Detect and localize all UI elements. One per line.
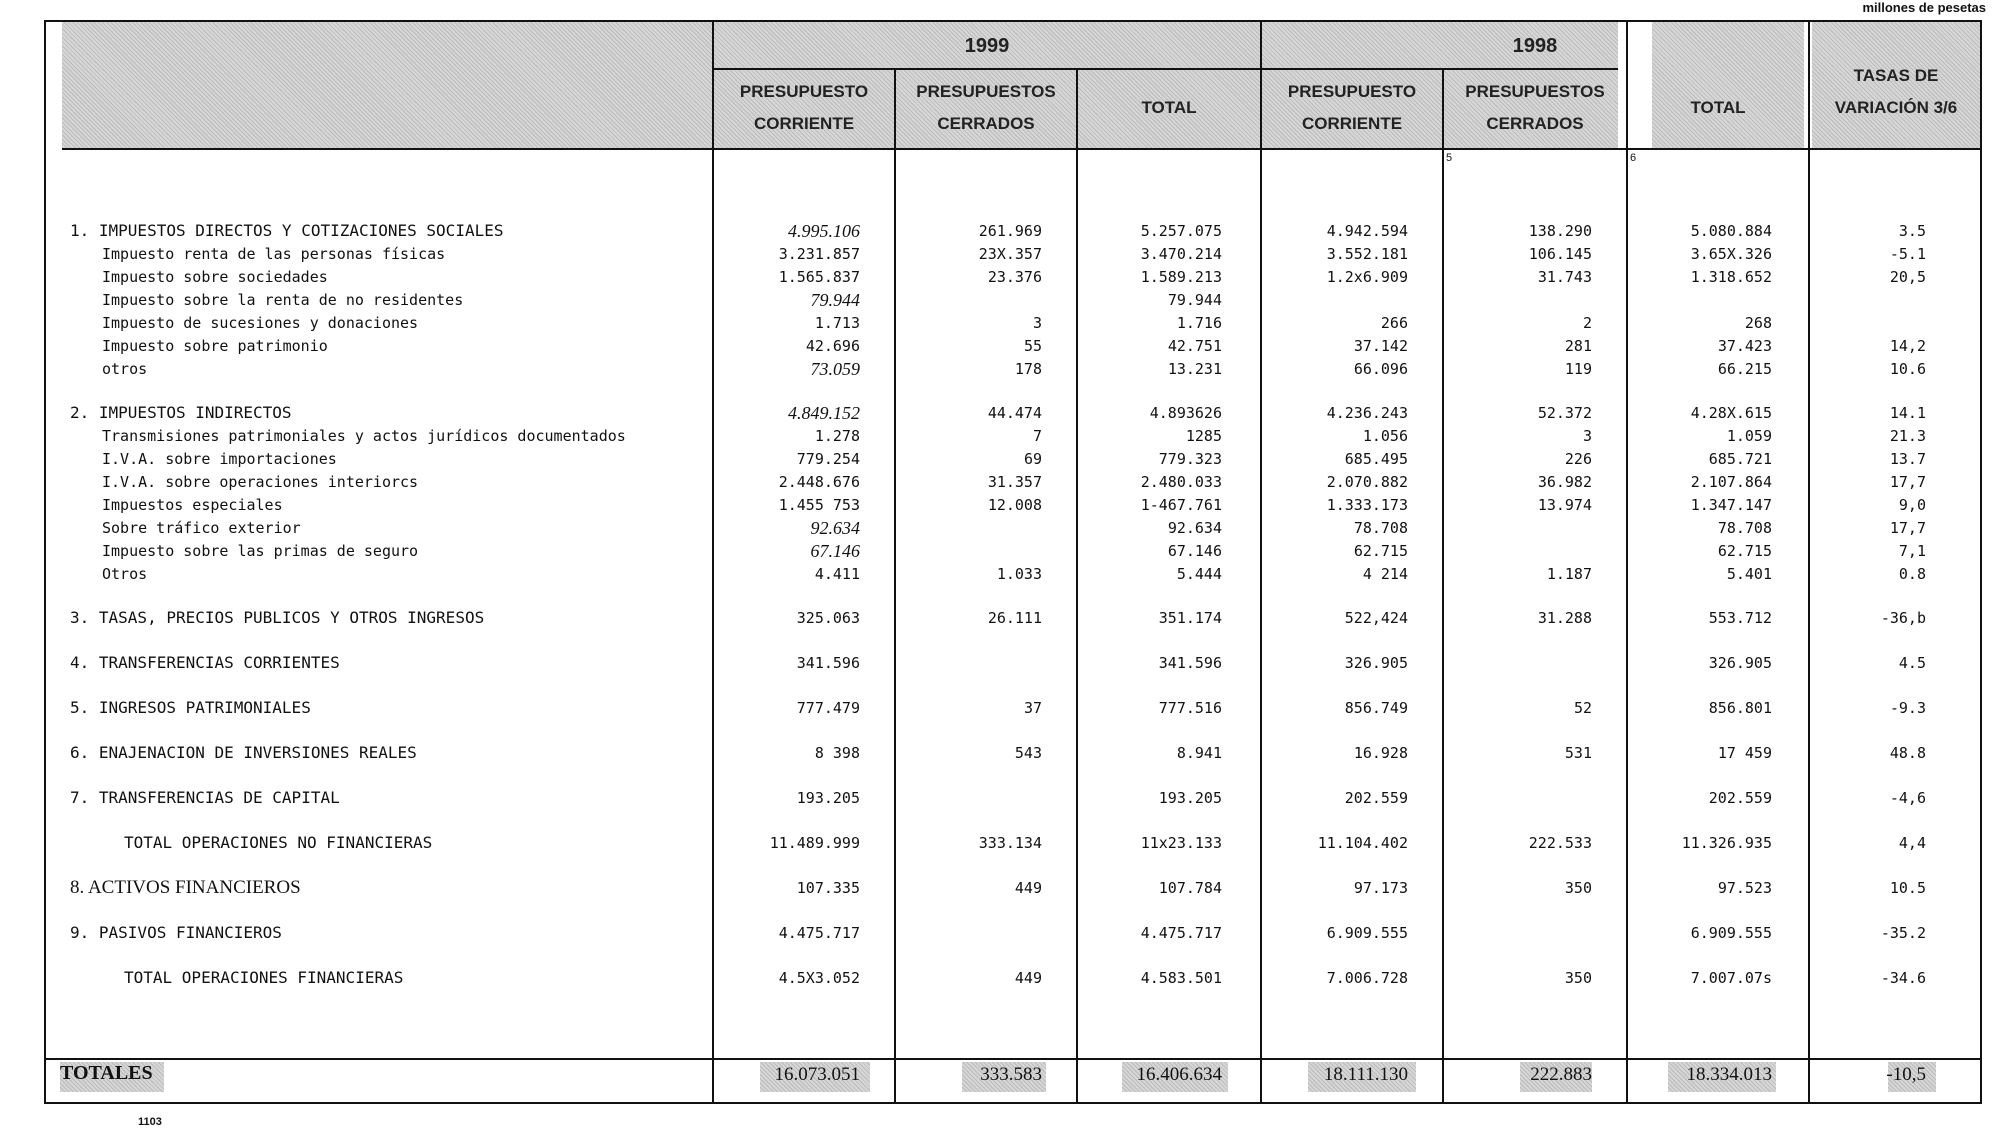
cell-value: 193.205 (1158, 789, 1222, 807)
cell-value: 8.941 (1176, 744, 1222, 762)
cell-value: 10.6 (1889, 360, 1926, 378)
cell-value: 1.713 (814, 314, 860, 332)
cell-value: -5.1 (1889, 245, 1926, 263)
cell-value: 21.3 (1889, 427, 1926, 445)
cell-value: 9,0 (1898, 496, 1926, 514)
cell-value: 10.5 (1889, 879, 1926, 897)
cell-value: 1.059 (1726, 427, 1772, 445)
table-row (0, 787, 2000, 809)
cell-value: 3.231.857 (778, 245, 860, 263)
cell-value: 1.187 (1546, 565, 1592, 583)
header-bottom-line (62, 148, 1982, 150)
cell-value: 326.905 (1708, 654, 1772, 672)
totals-top-line (44, 1058, 1982, 1060)
cell-value: 1.565.837 (778, 268, 860, 286)
cell-value: 52.372 (1537, 404, 1592, 422)
header-total-99: TOTAL (1141, 98, 1197, 117)
cell-value: 777.479 (796, 699, 860, 717)
cell-value: 777.516 (1158, 699, 1222, 717)
cell-value: 107.335 (796, 879, 860, 897)
cell-value: 3.552.181 (1326, 245, 1408, 263)
row-label: 9. PASIVOS FINANCIEROS (70, 923, 282, 942)
cell-value: 4.893626 (1149, 404, 1222, 422)
cell-value: 17,7 (1889, 519, 1926, 537)
cell-value: 222.533 (1528, 834, 1592, 852)
cell-value: 2.448.676 (778, 473, 860, 491)
cell-value: 1.716 (1176, 314, 1222, 332)
cell-value: 42.696 (805, 337, 860, 355)
cell-value: 66.215 (1717, 360, 1772, 378)
cell-value: 13.974 (1537, 496, 1592, 514)
row-label: Impuesto renta de las personas físicas (102, 245, 446, 263)
page-number: 1103 (138, 1116, 162, 1128)
header-presupuesto-corriente-99: PRESUPUESTO CORRIENTE (739, 82, 869, 133)
row-label: 5. INGRESOS PATRIMONIALES (70, 698, 311, 717)
cell-value: 779.323 (1158, 450, 1222, 468)
cell-value: 17,7 (1889, 473, 1926, 491)
cell-value: 1-467.761 (1140, 496, 1222, 514)
cell-value: 62.715 (1717, 542, 1772, 560)
row-label: 7. TRANSFERENCIAS DE CAPITAL (70, 788, 340, 807)
cell-value: 5.080.884 (1690, 222, 1772, 240)
row-label: Impuesto sobre patrimonio (102, 337, 328, 355)
cell-value: 6.909.555 (1326, 924, 1408, 942)
column-marker-5: 5 (1446, 152, 1453, 164)
cell-value: 202.559 (1708, 789, 1772, 807)
cell-value: -36,b (1880, 609, 1926, 627)
row-label: Impuestos especiales (102, 496, 283, 514)
cell-value: 1.056 (1362, 427, 1408, 445)
cell-value: 4.995.106 (788, 221, 860, 241)
cell-value: 7.007.07s (1690, 969, 1772, 987)
table-row (0, 922, 2000, 944)
row-label: Otros (102, 565, 148, 583)
cell-value: 11.104.402 (1317, 834, 1408, 852)
cell-value: 350 (1564, 969, 1592, 987)
row-label: Transmisiones patrimoniales y actos jurídicos documentados (102, 427, 626, 445)
cell-value: 856.749 (1344, 699, 1408, 717)
cell-value: 78.708 (1353, 519, 1408, 537)
cell-value: 55 (1023, 337, 1042, 355)
table-row (0, 607, 2000, 629)
row-label: Impuesto sobre la renta de no residentes (102, 291, 464, 309)
header-presupuestos-cerrados-99: PRESUPUESTOS CERRADOS (916, 82, 1056, 133)
table-row (0, 652, 2000, 674)
cell-value: 36.982 (1537, 473, 1592, 491)
cell-value: 73.059 (810, 359, 860, 379)
cell-value: 106.145 (1528, 245, 1592, 263)
table-row (0, 517, 2000, 539)
cell-value: 685.495 (1344, 450, 1408, 468)
header-total-98: TOTAL (1690, 98, 1746, 117)
cell-value: 7.006.728 (1326, 969, 1408, 987)
cell-value: 350 (1564, 879, 1592, 897)
cell-value: 4.849.152 (788, 403, 860, 423)
cell-value: 1.589.213 (1140, 268, 1222, 286)
cell-value: 685.721 (1708, 450, 1772, 468)
row-label: 2. IMPUESTOS INDIRECTOS (70, 403, 292, 422)
row-label: 6. ENAJENACION DE INVERSIONES REALES (70, 743, 417, 762)
row-label: otros (102, 360, 148, 378)
cell-value: 266 (1380, 314, 1408, 332)
cell-value: 281 (1564, 337, 1592, 355)
cell-value: 543 (1014, 744, 1042, 762)
cell-value: 31.288 (1537, 609, 1592, 627)
cell-value: 779.254 (796, 450, 860, 468)
table-row (0, 402, 2000, 424)
table-row (0, 742, 2000, 764)
cell-value: 23.376 (987, 268, 1042, 286)
totals-cell: -10,5 (1886, 1064, 1926, 1085)
table-row (0, 220, 2000, 242)
cell-value: 79.944 (1167, 291, 1222, 309)
cell-value: 4.236.243 (1326, 404, 1408, 422)
cell-value: 12.008 (987, 496, 1042, 514)
table-row (0, 697, 2000, 719)
cell-value: 37.142 (1353, 337, 1408, 355)
cell-value: 3.65X.326 (1690, 245, 1772, 263)
cell-value: 4.475.717 (778, 924, 860, 942)
table-row (0, 425, 2000, 447)
cell-value: 193.205 (796, 789, 860, 807)
row-label: Sobre tráfico exterior (102, 519, 301, 537)
cell-value: 333.134 (978, 834, 1042, 852)
row-label: Impuesto sobre las primas de seguro (102, 542, 419, 560)
cell-value: 14,2 (1889, 337, 1926, 355)
cell-value: 67.146 (810, 541, 860, 561)
cell-value: 78.708 (1717, 519, 1772, 537)
header-year-1998: 1998 (1512, 35, 1558, 57)
cell-value: 3.5 (1898, 222, 1926, 240)
cell-value: 4 214 (1362, 565, 1408, 583)
cell-value: 341.596 (1158, 654, 1222, 672)
cell-value: 37 (1023, 699, 1042, 717)
cell-value: 26.111 (987, 609, 1042, 627)
header-label-shade (62, 22, 712, 148)
units-note: millones de pesetas (1862, 0, 1986, 15)
cell-value: -4,6 (1889, 789, 1926, 807)
cell-value: 31.357 (987, 473, 1042, 491)
cell-value: 107.784 (1158, 879, 1222, 897)
cell-value: 97.173 (1353, 879, 1408, 897)
cell-value: 268 (1744, 314, 1772, 332)
cell-value: 66.096 (1353, 360, 1408, 378)
cell-value: 6.909.555 (1690, 924, 1772, 942)
cell-value: 1285 (1185, 427, 1222, 445)
cell-value: 138.290 (1528, 222, 1592, 240)
cell-value: 1.2x6.909 (1326, 268, 1408, 286)
cell-value: 16.928 (1353, 744, 1408, 762)
table-row (0, 243, 2000, 265)
cell-value: 11.326.935 (1681, 834, 1772, 852)
cell-value: 5.401 (1726, 565, 1772, 583)
cell-value: 37.423 (1717, 337, 1772, 355)
table-row (0, 563, 2000, 585)
cell-value: 5.257.075 (1140, 222, 1222, 240)
cell-value: 92.634 (810, 518, 860, 538)
cell-value: 20,5 (1889, 268, 1926, 286)
cell-value: 4.942.594 (1326, 222, 1408, 240)
table-row (0, 471, 2000, 493)
cell-value: 11x23.133 (1140, 834, 1222, 852)
totals-cell: 16.406.634 (1136, 1064, 1222, 1085)
cell-value: 178 (1014, 360, 1042, 378)
table-row (0, 289, 2000, 311)
cell-value: 1.347.147 (1690, 496, 1772, 514)
cell-value: 42.751 (1167, 337, 1222, 355)
table-row (0, 312, 2000, 334)
cell-value: 261.969 (978, 222, 1042, 240)
cell-value: 341.596 (796, 654, 860, 672)
cell-value: 44.474 (987, 404, 1042, 422)
cell-value: 856.801 (1708, 699, 1772, 717)
cell-value: 4.28X.615 (1690, 404, 1772, 422)
cell-value: 4,4 (1898, 834, 1926, 852)
cell-value: -9.3 (1889, 699, 1926, 717)
cell-value: 226 (1564, 450, 1592, 468)
cell-value: 351.174 (1158, 609, 1222, 627)
cell-value: 13.231 (1167, 360, 1222, 378)
cell-value: 325.063 (796, 609, 860, 627)
row-label: 1. IMPUESTOS DIRECTOS Y COTIZACIONES SOCIALES (70, 221, 504, 240)
cell-value: 67.146 (1167, 542, 1222, 560)
cell-value: 3 (1032, 314, 1042, 332)
table-row (0, 335, 2000, 357)
year-divider-line (714, 68, 1618, 70)
cell-value: 97.523 (1717, 879, 1772, 897)
cell-value: 202.559 (1344, 789, 1408, 807)
cell-value: 8 398 (814, 744, 860, 762)
cell-value: 1.455 753 (778, 496, 860, 514)
cell-value: 23X.357 (978, 245, 1042, 263)
cell-value: 4.5X3.052 (778, 969, 860, 987)
header-year-1999: 1999 (964, 35, 1010, 57)
totals-cell: 222.883 (1530, 1064, 1592, 1085)
cell-value: 531 (1564, 744, 1592, 762)
cell-value: 52 (1573, 699, 1592, 717)
column-marker-6: 6 (1630, 152, 1637, 164)
header-presupuesto-corriente-98: PRESUPUESTO CORRIENTE (1287, 82, 1417, 133)
cell-value: 3 (1582, 427, 1592, 445)
table-row (0, 540, 2000, 562)
row-label: 4. TRANSFERENCIAS CORRIENTES (70, 653, 340, 672)
cell-value: 7,1 (1898, 542, 1926, 560)
row-label: 3. TASAS, PRECIOS PUBLICOS Y OTROS INGRESOS (70, 608, 485, 627)
row-label: 8. ACTIVOS FINANCIEROS (70, 877, 301, 898)
cell-value: 48.8 (1889, 744, 1926, 762)
cell-value: 11.489.999 (769, 834, 860, 852)
cell-value: 4.5 (1898, 654, 1926, 672)
cell-value: 3.470.214 (1140, 245, 1222, 263)
cell-value: 119 (1564, 360, 1592, 378)
row-label: Impuesto de sucesiones y donaciones (102, 314, 419, 332)
cell-value: 13.7 (1889, 450, 1926, 468)
cell-value: 2.070.882 (1326, 473, 1408, 491)
cell-value: 1.033 (996, 565, 1042, 583)
totals-cell: 18.334.013 (1686, 1064, 1772, 1085)
cell-value: 449 (1014, 969, 1042, 987)
header-tasas-variacion: TASAS DE VARIACIÓN 3/6 (1834, 66, 1958, 117)
table-row (0, 832, 2000, 854)
cell-value: -34.6 (1880, 969, 1926, 987)
table-row (0, 967, 2000, 989)
cell-value: 2.107.864 (1690, 473, 1772, 491)
cell-value: 449 (1014, 879, 1042, 897)
cell-value: 7 (1032, 427, 1042, 445)
cell-value: 326.905 (1344, 654, 1408, 672)
cell-value: 79.944 (810, 290, 860, 310)
cell-value: 2 (1582, 314, 1592, 332)
table-row (0, 877, 2000, 899)
row-label: Impuesto sobre sociedades (102, 268, 328, 286)
table-row (0, 448, 2000, 470)
cell-value: 14.1 (1889, 404, 1926, 422)
row-label: TOTAL OPERACIONES FINANCIERAS (124, 968, 404, 987)
totals-cell: 333.583 (980, 1064, 1042, 1085)
totals-cell: 18.111.130 (1323, 1064, 1408, 1085)
table-row (0, 266, 2000, 288)
cell-value: 4.583.501 (1140, 969, 1222, 987)
cell-value: 1.333.173 (1326, 496, 1408, 514)
header-presupuestos-cerrados-98: PRESUPUESTOS CERRADOS (1465, 82, 1605, 133)
cell-value: 5.444 (1176, 565, 1222, 583)
totals-label: TOTALES (60, 1062, 153, 1084)
cell-value: 92.634 (1167, 519, 1222, 537)
cell-value: -35.2 (1880, 924, 1926, 942)
row-label: TOTAL OPERACIONES NO FINANCIERAS (124, 833, 433, 852)
row-label: I.V.A. sobre operaciones interiorcs (102, 473, 419, 491)
cell-value: 31.743 (1537, 268, 1592, 286)
cell-value: 4.475.717 (1140, 924, 1222, 942)
cell-value: 62.715 (1353, 542, 1408, 560)
row-label: I.V.A. sobre importaciones (102, 450, 337, 468)
cell-value: 1.318.652 (1690, 268, 1772, 286)
table-row (0, 494, 2000, 516)
cell-value: 2.480.033 (1140, 473, 1222, 491)
cell-value: 17 459 (1717, 744, 1772, 762)
totals-cell: 16.073.051 (774, 1064, 860, 1085)
table-row (0, 358, 2000, 380)
cell-value: 0.8 (1898, 565, 1926, 583)
cell-value: 4.411 (814, 565, 860, 583)
cell-value: 553.712 (1708, 609, 1772, 627)
cell-value: 522,424 (1344, 609, 1408, 627)
cell-value: 69 (1023, 450, 1042, 468)
cell-value: 1.278 (814, 427, 860, 445)
